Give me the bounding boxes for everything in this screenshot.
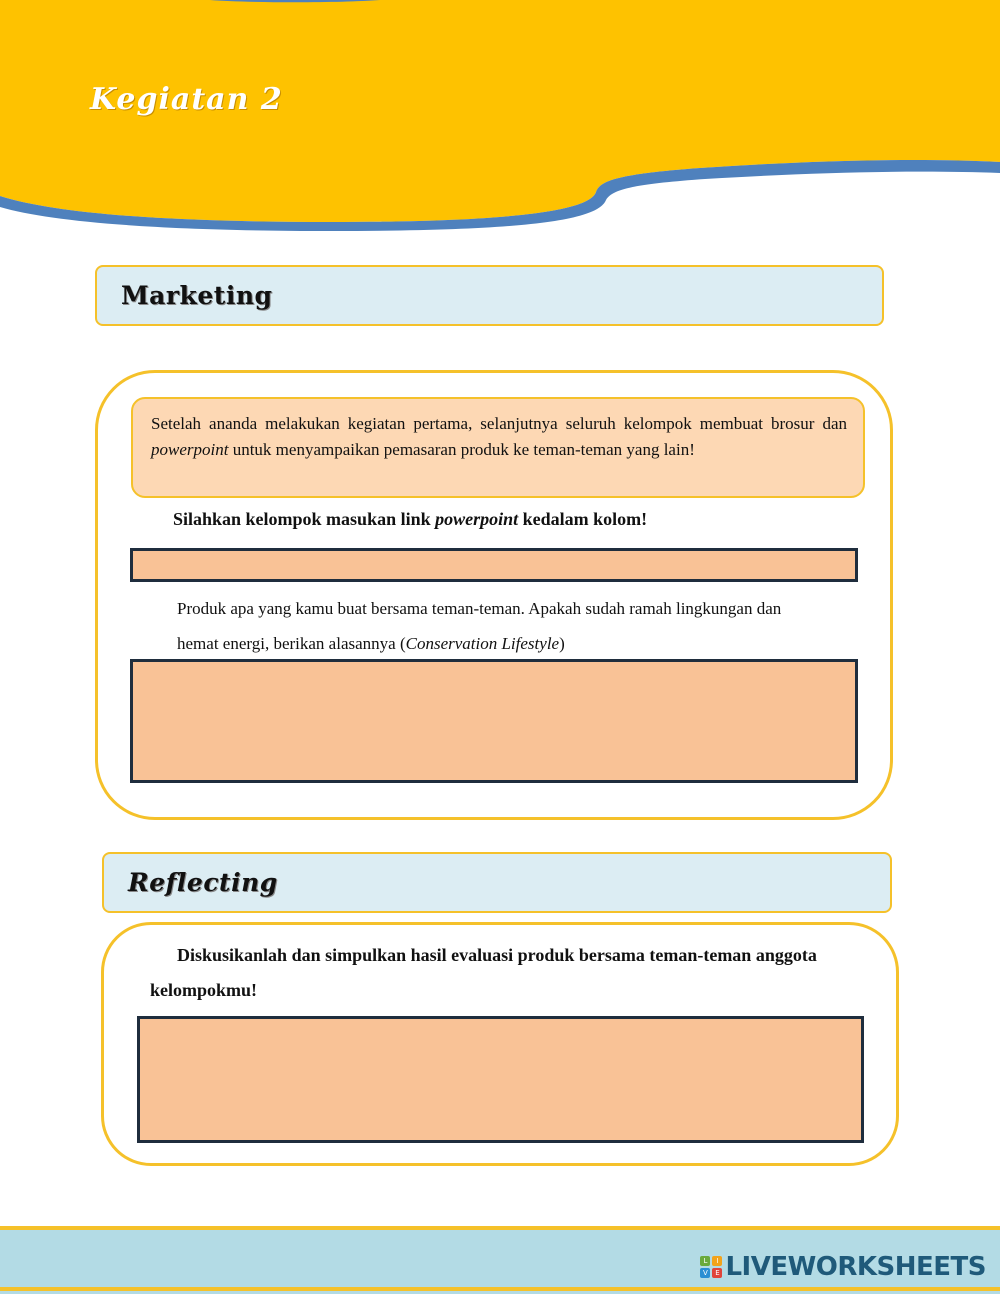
header-banner <box>0 0 1000 240</box>
liveworksheets-logo-icon <box>700 1256 722 1278</box>
intro-italic-text: powerpoint <box>151 440 229 459</box>
footer-bottom-line <box>0 1287 1000 1291</box>
product-question-line2-text: hemat energi, berikan alasannya ( <box>177 634 406 653</box>
logo-icon-i: I <box>712 1256 722 1266</box>
reflecting-section-header <box>102 852 892 913</box>
product-answer-field[interactable] <box>130 659 858 783</box>
product-question-line2-end: ) <box>559 634 565 653</box>
intro-text: Setelah ananda melakukan kegiatan pertama, selanjutnya seluruh kelompok membuat brosur dan <box>151 414 847 433</box>
logo-icon-l: L <box>700 1256 710 1266</box>
product-question <box>177 591 887 661</box>
logo-icon-e: E <box>712 1268 722 1278</box>
marketing-title: Marketing <box>121 281 273 310</box>
liveworksheets-logo[interactable] <box>700 1252 986 1282</box>
marketing-section-header <box>95 265 884 326</box>
reflecting-instruction-line1: Diskusikanlah dan simpulkan hasil evaluasi produk bersama teman-teman anggota <box>177 945 817 965</box>
link-instruction-text: Silahkan kelompok masukan link <box>173 509 436 529</box>
intro-text-end: untuk menyampaikan pemasaran produk ke teman-teman yang lain! <box>228 440 695 459</box>
link-instruction-italic: powerpoint <box>435 509 519 529</box>
logo-icon-v: V <box>700 1268 710 1278</box>
link-instruction-text-end: kedalam kolom! <box>518 509 648 529</box>
reflecting-instruction-line2: kelompokmu! <box>150 980 258 1000</box>
product-question-line1: Produk apa yang kamu buat bersama teman-teman. Apakah sudah ramah lingkungan dan <box>177 599 782 618</box>
page-title: Kegiatan 2 <box>90 82 283 117</box>
powerpoint-link-input[interactable] <box>130 548 858 582</box>
conservation-lifestyle-text: Conservation Lifestyle <box>405 634 560 653</box>
product-question-line2 <box>177 626 887 661</box>
reflecting-instruction <box>150 938 876 1008</box>
reflecting-answer-field[interactable] <box>137 1016 864 1143</box>
reflecting-title: Reflecting <box>128 868 278 897</box>
marketing-intro <box>131 397 865 498</box>
link-instruction <box>173 509 647 530</box>
liveworksheets-logo-text: LIVEWORKSHEETS <box>725 1252 986 1282</box>
